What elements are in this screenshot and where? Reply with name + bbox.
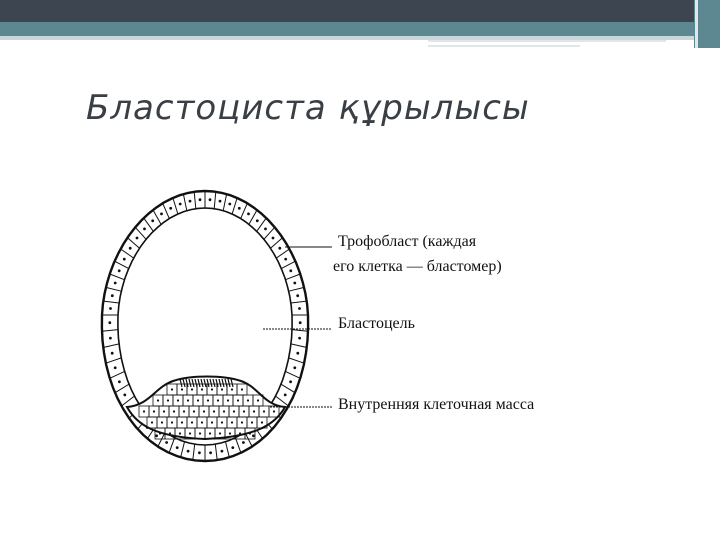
cell-boundary [169, 438, 175, 453]
cell-nucleus [109, 307, 112, 310]
cell-boundary [183, 194, 186, 211]
icm-nucleus [191, 421, 193, 423]
icm-nucleus [229, 432, 231, 434]
icm-nucleus [237, 399, 239, 401]
icm-nucleus [171, 421, 173, 423]
label-inner-cell-mass: Внутренняя клеточная масса [338, 396, 535, 413]
icm-nucleus [273, 410, 275, 412]
cell-nucleus [278, 247, 281, 250]
cell-nucleus [219, 200, 222, 203]
icm-nucleus [241, 388, 243, 390]
icm-nucleus [223, 410, 225, 412]
cell-nucleus [114, 366, 117, 369]
icm-nucleus [209, 432, 211, 434]
icm-nucleus [247, 399, 249, 401]
icm-nucleus [253, 410, 255, 412]
cell-nucleus [293, 282, 296, 285]
icm-nucleus [251, 421, 253, 423]
cell-nucleus [209, 451, 212, 454]
cell-boundary [281, 261, 295, 268]
cell-nucleus [136, 237, 139, 240]
cell-nucleus [299, 321, 302, 324]
decorative-line [428, 40, 666, 42]
icm-nucleus [161, 421, 163, 423]
cell-boundary [271, 238, 283, 249]
icm-nucleus [177, 399, 179, 401]
cell-nucleus [221, 450, 224, 453]
cell-boundary [223, 194, 226, 211]
icm-nucleus [151, 421, 153, 423]
icm-nucleus [201, 388, 203, 390]
cell-nucleus [247, 213, 250, 216]
cell-boundary [193, 444, 195, 460]
cell-boundary [103, 344, 119, 348]
cell-boundary [121, 249, 134, 258]
icm-nucleus [189, 432, 191, 434]
icm-nucleus [213, 410, 215, 412]
cell-nucleus [242, 441, 245, 444]
header-accent-band [0, 22, 720, 36]
icm-nucleus [211, 388, 213, 390]
cell-nucleus [289, 269, 292, 272]
cell-nucleus [293, 366, 296, 369]
cell-nucleus [129, 247, 132, 250]
cell-nucleus [289, 380, 292, 383]
label-trophoblast-line2: его клетка — бластомер) [333, 258, 502, 275]
icm-nucleus [221, 421, 223, 423]
cell-boundary [289, 287, 304, 291]
cell-boundary [241, 203, 248, 218]
icm-nucleus [207, 399, 209, 401]
cell-nucleus [114, 282, 117, 285]
cell-nucleus [228, 203, 231, 206]
icm-nucleus [191, 388, 193, 390]
cell-boundary [106, 287, 121, 291]
cell-nucleus [109, 337, 112, 340]
cell-boundary [232, 198, 237, 214]
cell-boundary [249, 210, 257, 224]
cell-nucleus [284, 394, 287, 397]
cell-nucleus [252, 434, 255, 437]
icm-nucleus [261, 421, 263, 423]
cell-boundary [276, 249, 289, 258]
icm-nucleus [171, 388, 173, 390]
cell-boundary [122, 396, 135, 406]
cell-nucleus [165, 441, 168, 444]
cell-boundary [226, 442, 230, 458]
cell-boundary [235, 438, 241, 453]
icm-nucleus [217, 399, 219, 401]
cell-nucleus [108, 321, 111, 324]
icm-nucleus [179, 432, 181, 434]
cell-nucleus [284, 258, 287, 261]
cell-boundary [153, 210, 161, 224]
cell-nucleus [238, 207, 241, 210]
header-band [0, 0, 720, 22]
icm-nucleus [231, 388, 233, 390]
blastocyst-diagram [95, 175, 565, 475]
icm-nucleus [159, 432, 161, 434]
icm-nucleus [193, 410, 195, 412]
icm-nucleus [203, 410, 205, 412]
cell-boundary [286, 274, 301, 280]
cell-boundary [292, 330, 308, 332]
inner-cell-mass [127, 377, 285, 440]
icm-nucleus [257, 399, 259, 401]
cell-boundary [110, 274, 125, 280]
cell-nucleus [198, 451, 201, 454]
icm-nucleus [183, 410, 185, 412]
icm-nucleus [241, 421, 243, 423]
corner-stripe [695, 0, 698, 48]
cell-nucleus [296, 294, 299, 297]
icm-nucleus [197, 399, 199, 401]
icm-nucleus [227, 399, 229, 401]
cell-boundary [281, 384, 295, 393]
cell-nucleus [123, 258, 126, 261]
cell-nucleus [187, 450, 190, 453]
cell-boundary [289, 358, 304, 363]
icm-nucleus [153, 410, 155, 412]
icm-nucleus [181, 388, 183, 390]
cell-nucleus [143, 228, 146, 231]
cell-nucleus [111, 294, 114, 297]
cell-boundary [128, 238, 140, 249]
cell-boundary [110, 371, 125, 378]
icm-nucleus [239, 432, 241, 434]
icm-nucleus [187, 399, 189, 401]
icm-nucleus [157, 399, 159, 401]
label-trophoblast-line1: Трофобласт (каждая [338, 233, 477, 250]
cell-nucleus [264, 228, 267, 231]
icm-nucleus [181, 421, 183, 423]
cell-boundary [106, 358, 121, 363]
icm-nucleus [221, 388, 223, 390]
cell-nucleus [176, 446, 179, 449]
cell-boundary [291, 344, 307, 348]
cell-nucleus [151, 219, 154, 222]
cell-nucleus [298, 307, 301, 310]
cell-nucleus [199, 198, 202, 201]
icm-nucleus [163, 410, 165, 412]
cell-nucleus [189, 200, 192, 203]
icm-nucleus [169, 432, 171, 434]
cell-nucleus [209, 198, 212, 201]
cell-nucleus [123, 394, 126, 397]
slide-title: Бластоциста құрылысы [86, 88, 530, 128]
icm-nucleus [199, 432, 201, 434]
icm-nucleus [167, 399, 169, 401]
icm-nucleus [249, 432, 251, 434]
cell-nucleus [160, 213, 163, 216]
icm-nucleus [143, 410, 145, 412]
cell-boundary [173, 198, 178, 214]
cell-boundary [291, 301, 307, 303]
cell-boundary [194, 192, 196, 209]
cell-nucleus [169, 207, 172, 210]
cell-boundary [163, 203, 170, 218]
cell-nucleus [111, 352, 114, 355]
icm-nucleus [263, 410, 265, 412]
cell-boundary [103, 301, 119, 303]
icm-nucleus [219, 432, 221, 434]
cell-nucleus [296, 352, 299, 355]
cell-nucleus [155, 434, 158, 437]
cell-boundary [102, 330, 118, 332]
cell-boundary [214, 192, 216, 209]
cell-nucleus [231, 446, 234, 449]
cell-boundary [115, 261, 129, 268]
cell-boundary [215, 444, 217, 460]
cell-nucleus [118, 380, 121, 383]
cell-boundary [115, 384, 129, 393]
icm-nucleus [231, 421, 233, 423]
cell-nucleus [272, 237, 275, 240]
icm-nucleus [211, 421, 213, 423]
cell-boundary [285, 371, 300, 378]
icm-nucleus [243, 410, 245, 412]
decorative-line [428, 45, 580, 47]
label-blastocoel: Бластоцель [338, 315, 415, 332]
cell-nucleus [298, 337, 301, 340]
icm-nucleus [173, 410, 175, 412]
cell-nucleus [256, 219, 259, 222]
icm-nucleus [233, 410, 235, 412]
cell-boundary [181, 442, 185, 458]
cell-nucleus [179, 203, 182, 206]
icm-nucleus [201, 421, 203, 423]
cell-nucleus [118, 269, 121, 272]
